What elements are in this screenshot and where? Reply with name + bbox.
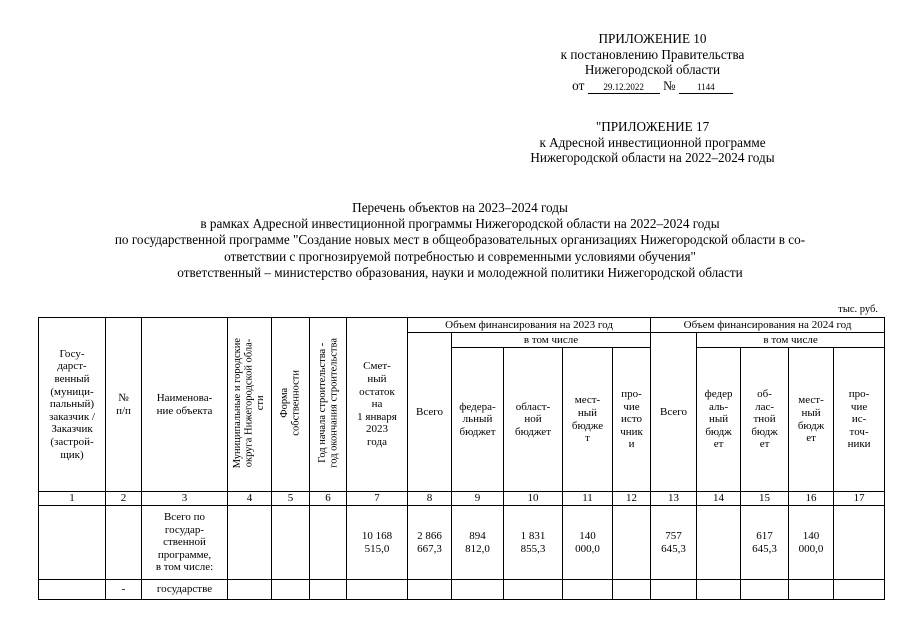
header-num: № п/п — [106, 318, 142, 492]
objects-table — [38, 317, 885, 600]
appendix-17-line1: к Адресной инвестиционной программе — [539, 134, 766, 150]
header-customer: Госу- дарст- венный (муници- пальный) заказчик / Заказчик (застрой- щик) — [39, 318, 106, 492]
appendix-10-date-line — [480, 78, 825, 94]
header-financing-2024: Объем финансирования на 2024 год — [651, 318, 885, 333]
cell-regional-2023: 1 831 855,3 — [504, 506, 563, 580]
appendix-10-title: ПРИЛОЖЕНИЕ 10 — [598, 31, 707, 46]
decree-number: 1144 — [679, 82, 733, 94]
cell-years — [310, 580, 347, 600]
heading-line-2: в рамках Адресной инвестиционной программы Нижегородской области на 2022–2024 годы — [200, 216, 720, 232]
cell-federal-2023: 894 812,0 — [452, 506, 504, 580]
header-federal-2024: федер аль- ный бюдж ет — [697, 348, 741, 492]
column-number: 14 — [697, 492, 741, 506]
cell-object-name: Всего по государ- ственной программе, в том числе: — [142, 506, 228, 580]
cell-num — [106, 506, 142, 580]
cell-ownership — [272, 506, 310, 580]
cell-local-2024 — [789, 580, 834, 600]
cell-other-2023 — [613, 506, 651, 580]
cell-regional-2024 — [741, 580, 789, 600]
header-other-2023: про- чие исто чник и — [613, 348, 651, 492]
column-number: 12 — [613, 492, 651, 506]
column-number: 7 — [347, 492, 408, 506]
cell-other-2023 — [613, 580, 651, 600]
cell-customer — [39, 580, 106, 600]
header-federal-2023: федера- льный бюджет — [452, 348, 504, 492]
column-number: 2 — [106, 492, 142, 506]
column-number: 4 — [228, 492, 272, 506]
header-regional-2023: област- ной бюджет — [504, 348, 563, 492]
cell-regional-2023 — [504, 580, 563, 600]
column-number: 9 — [452, 492, 504, 506]
cell-ownership — [272, 580, 310, 600]
heading-line-4: ответствии с прогнозируемой потребностью и современными условиями обучения" — [224, 248, 696, 264]
cell-object-name: государстве — [142, 580, 228, 600]
cell-local-2023 — [563, 580, 613, 600]
heading-line-3: по государственной программе "Создание новых мест в общеобразовательных организациях Нижегородской области в со- — [114, 232, 806, 248]
cell-total-2024 — [651, 580, 697, 600]
header-ownership: Форма собственности — [272, 318, 310, 492]
cell-num: - — [106, 580, 142, 600]
cell-federal-2024 — [697, 580, 741, 600]
header-local-2024: мест- ный бюдж ет — [789, 348, 834, 492]
table-row — [39, 580, 885, 600]
heading-line-1: Перечень объектов на 2023–2024 годы — [352, 200, 568, 215]
heading-line-5: ответственный – министерство образования, науки и молодежной политики Нижегородской области — [177, 264, 743, 280]
cell-total-2023: 2 866 667,3 — [408, 506, 452, 580]
cell-balance: 10 168 515,0 — [347, 506, 408, 580]
cell-balance — [347, 580, 408, 600]
header-total-2023: Всего — [408, 333, 452, 492]
header-total-2024: Всего — [651, 333, 697, 492]
column-number: 11 — [563, 492, 613, 506]
units-label: тыс. руб. — [838, 304, 878, 315]
column-number: 16 — [789, 492, 834, 506]
cell-local-2024: 140 000,0 — [789, 506, 834, 580]
column-number: 10 — [504, 492, 563, 506]
cell-other-2024 — [834, 580, 885, 600]
header-local-2023: мест- ный бюдже т — [563, 348, 613, 492]
header-financing-2023: Объем финансирования на 2023 год — [408, 318, 651, 333]
cell-local-2023: 140 000,0 — [563, 506, 613, 580]
header-other-2024: про- чие ис- точ- ники — [834, 348, 885, 492]
appendix-10-line2: Нижегородской области — [584, 62, 721, 77]
appendix-17-title: "ПРИЛОЖЕНИЕ 17 — [595, 119, 710, 134]
appendix-10-block — [480, 31, 825, 94]
column-number: 3 — [142, 492, 228, 506]
cell-regional-2024: 617 645,3 — [741, 506, 789, 580]
cell-total-2023 — [408, 580, 452, 600]
cell-customer — [39, 506, 106, 580]
cell-other-2024 — [834, 506, 885, 580]
date-prefix: от — [572, 77, 585, 93]
column-numbers-row — [39, 492, 885, 506]
cell-years — [310, 506, 347, 580]
header-incl-2024: в том числе — [697, 333, 885, 348]
header-construction-years: Год начала строительства - год окончания строительства — [310, 318, 347, 492]
header-object-name: Наименова- ние объекта — [142, 318, 228, 492]
cell-federal-2023 — [452, 580, 504, 600]
column-number: 6 — [310, 492, 347, 506]
header-estimate-balance: Смет- ный остаток на 1 января 2023 года — [347, 318, 408, 492]
header-municipality: Муниципальные и городские округа Нижегородской обла- сти — [228, 318, 272, 492]
column-number: 17 — [834, 492, 885, 506]
table-row-total — [39, 506, 885, 580]
column-number: 1 — [39, 492, 106, 506]
cell-municipality — [228, 506, 272, 580]
header-incl-2023: в том числе — [452, 333, 651, 348]
cell-municipality — [228, 580, 272, 600]
appendix-17-line2: Нижегородской области на 2022–2024 годы — [530, 150, 775, 165]
column-number: 8 — [408, 492, 452, 506]
appendix-10-line1: к постановлению Правительства — [560, 46, 745, 62]
cell-total-2024: 757 645,3 — [651, 506, 697, 580]
appendix-17-block — [480, 119, 825, 166]
header-regional-2024: об- лас- тной бюдж ет — [741, 348, 789, 492]
column-number: 13 — [651, 492, 697, 506]
column-number: 15 — [741, 492, 789, 506]
decree-date: 29.12.2022 — [588, 82, 660, 94]
document-heading — [40, 200, 880, 281]
column-number: 5 — [272, 492, 310, 506]
cell-federal-2024 — [697, 506, 741, 580]
number-prefix: № — [662, 77, 676, 93]
